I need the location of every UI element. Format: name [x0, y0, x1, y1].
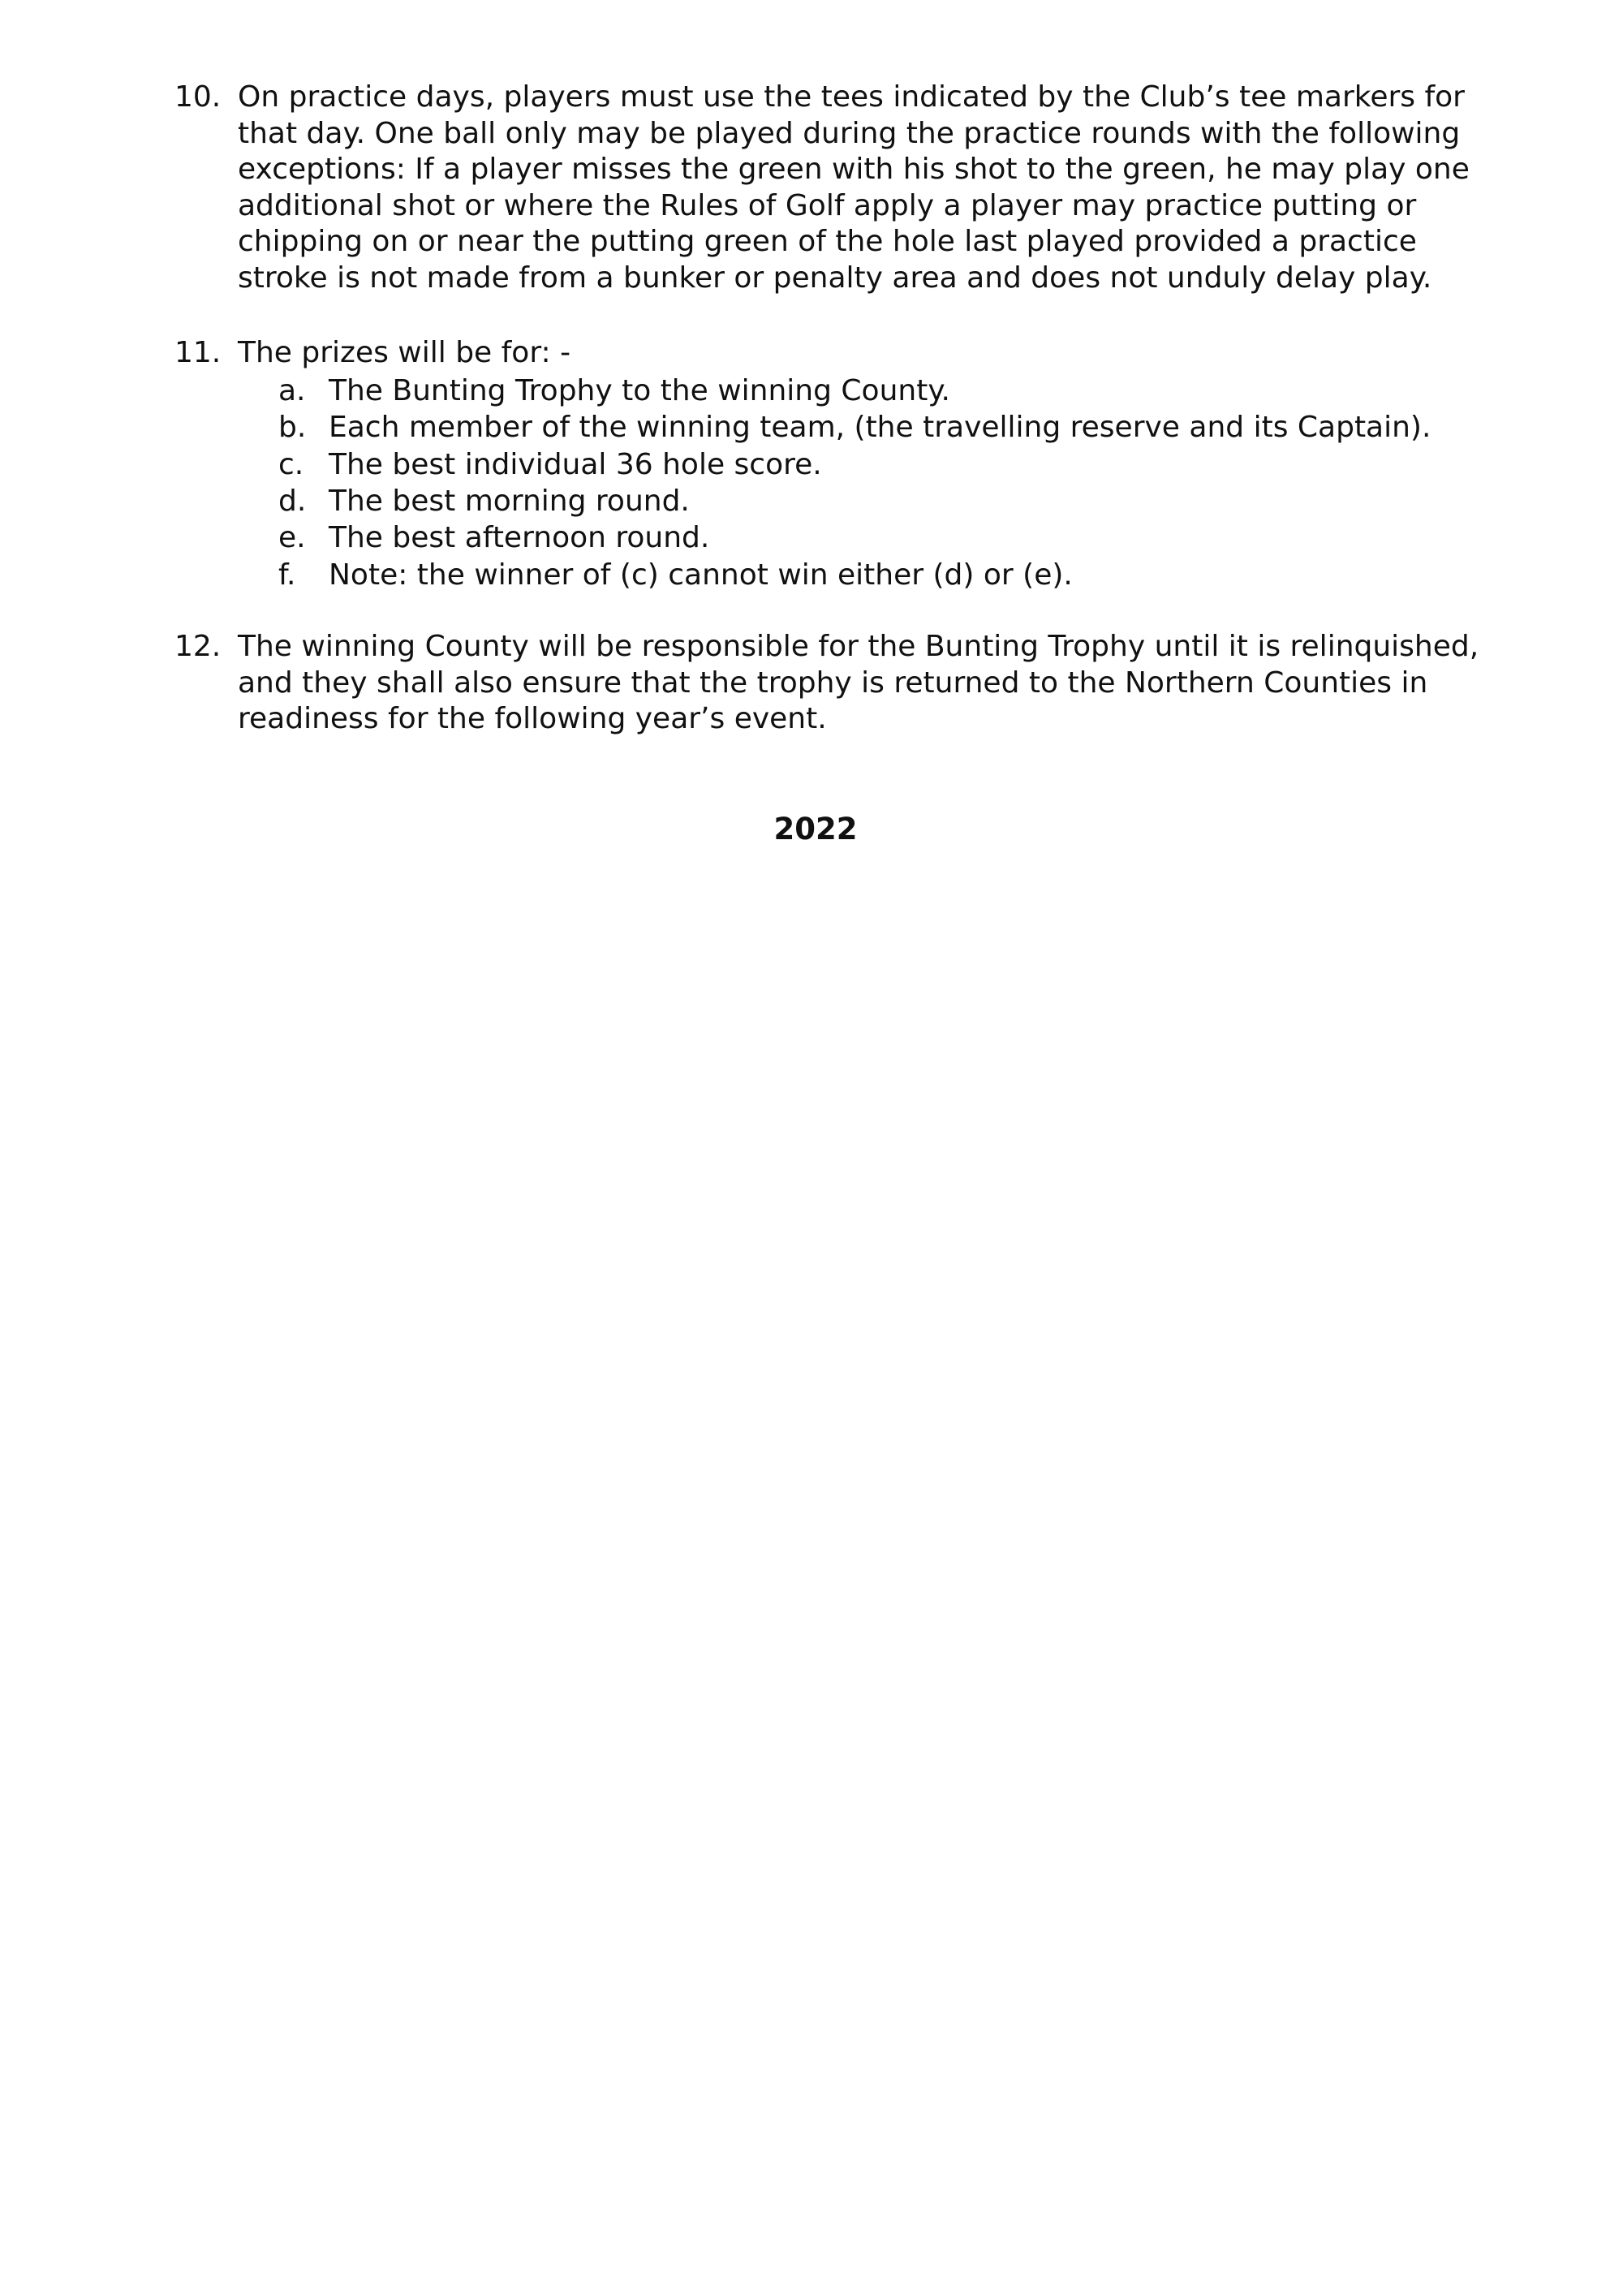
prize-letter: e.	[278, 521, 306, 554]
prize-text: The best morning round.	[329, 485, 690, 518]
rule-text-line: and they shall also ensure that the trophy is returned to the Northern Counties in	[238, 666, 1428, 700]
rule-text-line: chipping on or near the putting green of the hole last played provided a practice	[238, 225, 1417, 258]
rule-text-line: The prizes will be for: -	[238, 336, 571, 369]
rule-text-line: readiness for the following year’s event.	[238, 702, 827, 735]
rule-text	[238, 80, 1505, 296]
prize-text: The Bunting Trophy to the winning County.	[329, 374, 950, 407]
rule-text-line: exceptions: If a player misses the green with his shot to the green, he may play one	[238, 153, 1470, 186]
rule-text-line: additional shot or where the Rules of Golf apply a player may practice putting or	[238, 188, 1417, 222]
prize-letter: b.	[278, 411, 307, 444]
prize-text: Note: the winner of (c) cannot win either (d) or (e).	[329, 558, 1073, 592]
rule-text	[238, 629, 1505, 738]
rule-text-line: stroke is not made from a bunker or penalty area and does not unduly delay play.	[238, 261, 1432, 295]
rule-text-line: On practice days, players must use the tees indicated by the Club’s tee markers for	[238, 80, 1465, 114]
prize-letter: c.	[278, 448, 304, 481]
prize-text: The best afternoon round.	[329, 521, 710, 554]
prize-text: The best individual 36 hole score.	[329, 448, 822, 481]
prize-letter: f.	[278, 558, 296, 592]
rule-number: 11.	[174, 336, 222, 369]
rule-item-12	[174, 629, 1505, 743]
rule-item-11	[174, 335, 1505, 374]
rule-text-line: The winning County will be responsible for the Bunting Trophy until it is relinquished,	[238, 630, 1479, 663]
year-heading: 2022	[773, 812, 858, 846]
rule-item-10	[174, 80, 1505, 299]
prize-letter: a.	[278, 374, 306, 407]
rule-number: 10.	[174, 80, 222, 114]
prize-letter: d.	[278, 485, 307, 518]
rule-text-line: that day. One ball only may be played during the practice rounds with the following	[238, 116, 1461, 150]
rule-text	[238, 335, 1505, 372]
rule-number: 12.	[174, 630, 222, 663]
prize-text: Each member of the winning team, (the travelling reserve and its Captain).	[329, 411, 1431, 444]
